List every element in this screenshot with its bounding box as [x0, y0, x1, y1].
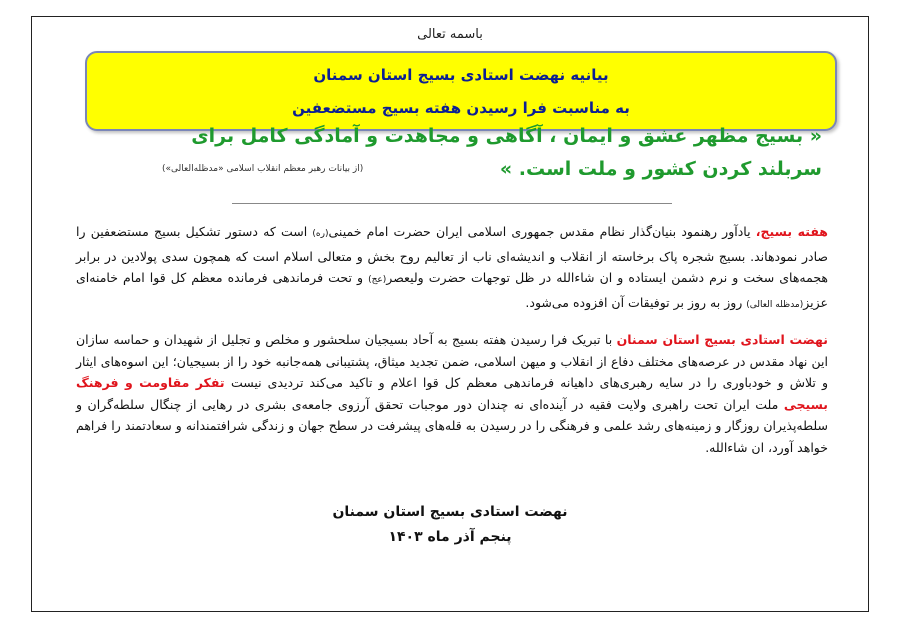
document-page: [31, 16, 869, 612]
quote-line-1: « بسیج مظهر عشق و ایمان ، آگاهی و مجاهدت و آمادگی کامل برای: [191, 125, 822, 147]
paragraph-2-text-b: ملت ایران تحت راهبری ولایت فقیه در آینده‌ای نه چندان دور موجبات تحقق آرزوی جامعه‌ی بشری در رهایی از چنگال سلطه‌گران و سلطه‌پذیران روزگار و زمینه‌های رشد علمی و فرهنگی را در رسیدن به قله‌های پیشرفت در سطح جهان و زندگی شرافتمندانه و سعادتمند را فراهم خواهد آورد، ان شاءالله.: [76, 396, 828, 455]
paragraph-1: [76, 221, 828, 316]
paragraph-1-lead: هفته بسیج،: [755, 224, 828, 239]
paragraph-1-note-b: (عج): [368, 275, 387, 285]
paragraph-1-text-b: است که دستور تشکیل بسیج مستضعفین را صادر نمودهاند. بسیج شجره پاک برخاسته از انقلاب و اندیشه‌ای ناب از تعالیم روح بخش و متعالی اسلام است که همچون سدی پولادین در برابر هجمه‌های سخت و نرم دشمن ایستاده و ان شاءالله در ظل توجهات حضرت ولیعصر: [76, 224, 828, 285]
signature-org: نهضت استادی بسیج استان سمنان: [332, 504, 568, 520]
quote-line-2: سربلند کردن کشور و ملت است. »: [499, 158, 822, 180]
paragraph-2-lead: نهضت استادی بسیج استان سمنان: [616, 332, 828, 347]
paragraph-1-text-c: و تحت فرماندهی فرمانده معظم کل قوا امام خامنه‌ای عزیز: [76, 270, 828, 310]
statement-subtitle: به مناسبت فرا رسیدن هفته بسیج مستضعفین: [292, 99, 630, 117]
title-banner: [85, 51, 837, 131]
paragraph-2: [76, 329, 828, 458]
paragraph-1-text-d: روز به روز بر توفیقات آن افزوده می‌شود.: [525, 294, 747, 310]
paragraph-1-note-a: (ره): [312, 229, 329, 239]
quote-source: (از بیانات رهبر معظم انقلاب اسلامی «مدظله‌العالی»): [162, 164, 364, 174]
paragraph-1-text-a: یادآور رهنمود بنیان‌گذار نظام مقدس جمهوری اسلامی ایران حضرت امام خمینی: [328, 224, 756, 239]
statement-title: بیانیه نهضت استادی بسیج استان سمنان: [313, 66, 609, 84]
paragraph-2-text-a: با تبریک فرا رسیدن هفته بسیج به آحاد بسیجیان سلحشور و مخلص و تجلیل از شهیدان و حماسه سازان این نهاد مقدس در عرصه‌های مختلف دفاع از انقلاب و میهن اسلامی، ضمن تجدید میثاق، پشتیبانی همه‌جانبه خود را از بسیجیان؛ این اسوه‌های ایثار و تلاش و خودباوری را در سایه رهبری‌های داهیانه فرماندهی معظم کل قوا اعلام و تاکید می‌کند تردیدی نیست: [76, 332, 828, 390]
signature-date: پنجم آذر ماه ۱۴۰۳: [388, 529, 512, 545]
paragraph-1-note-c: (مدظله العالی): [746, 299, 804, 310]
paragraph-2-highlight: تفکر مقاومت و فرهنگ بسیجی: [76, 375, 828, 412]
invocation-text: باسمه تعالی: [417, 27, 483, 42]
divider: [232, 203, 672, 204]
